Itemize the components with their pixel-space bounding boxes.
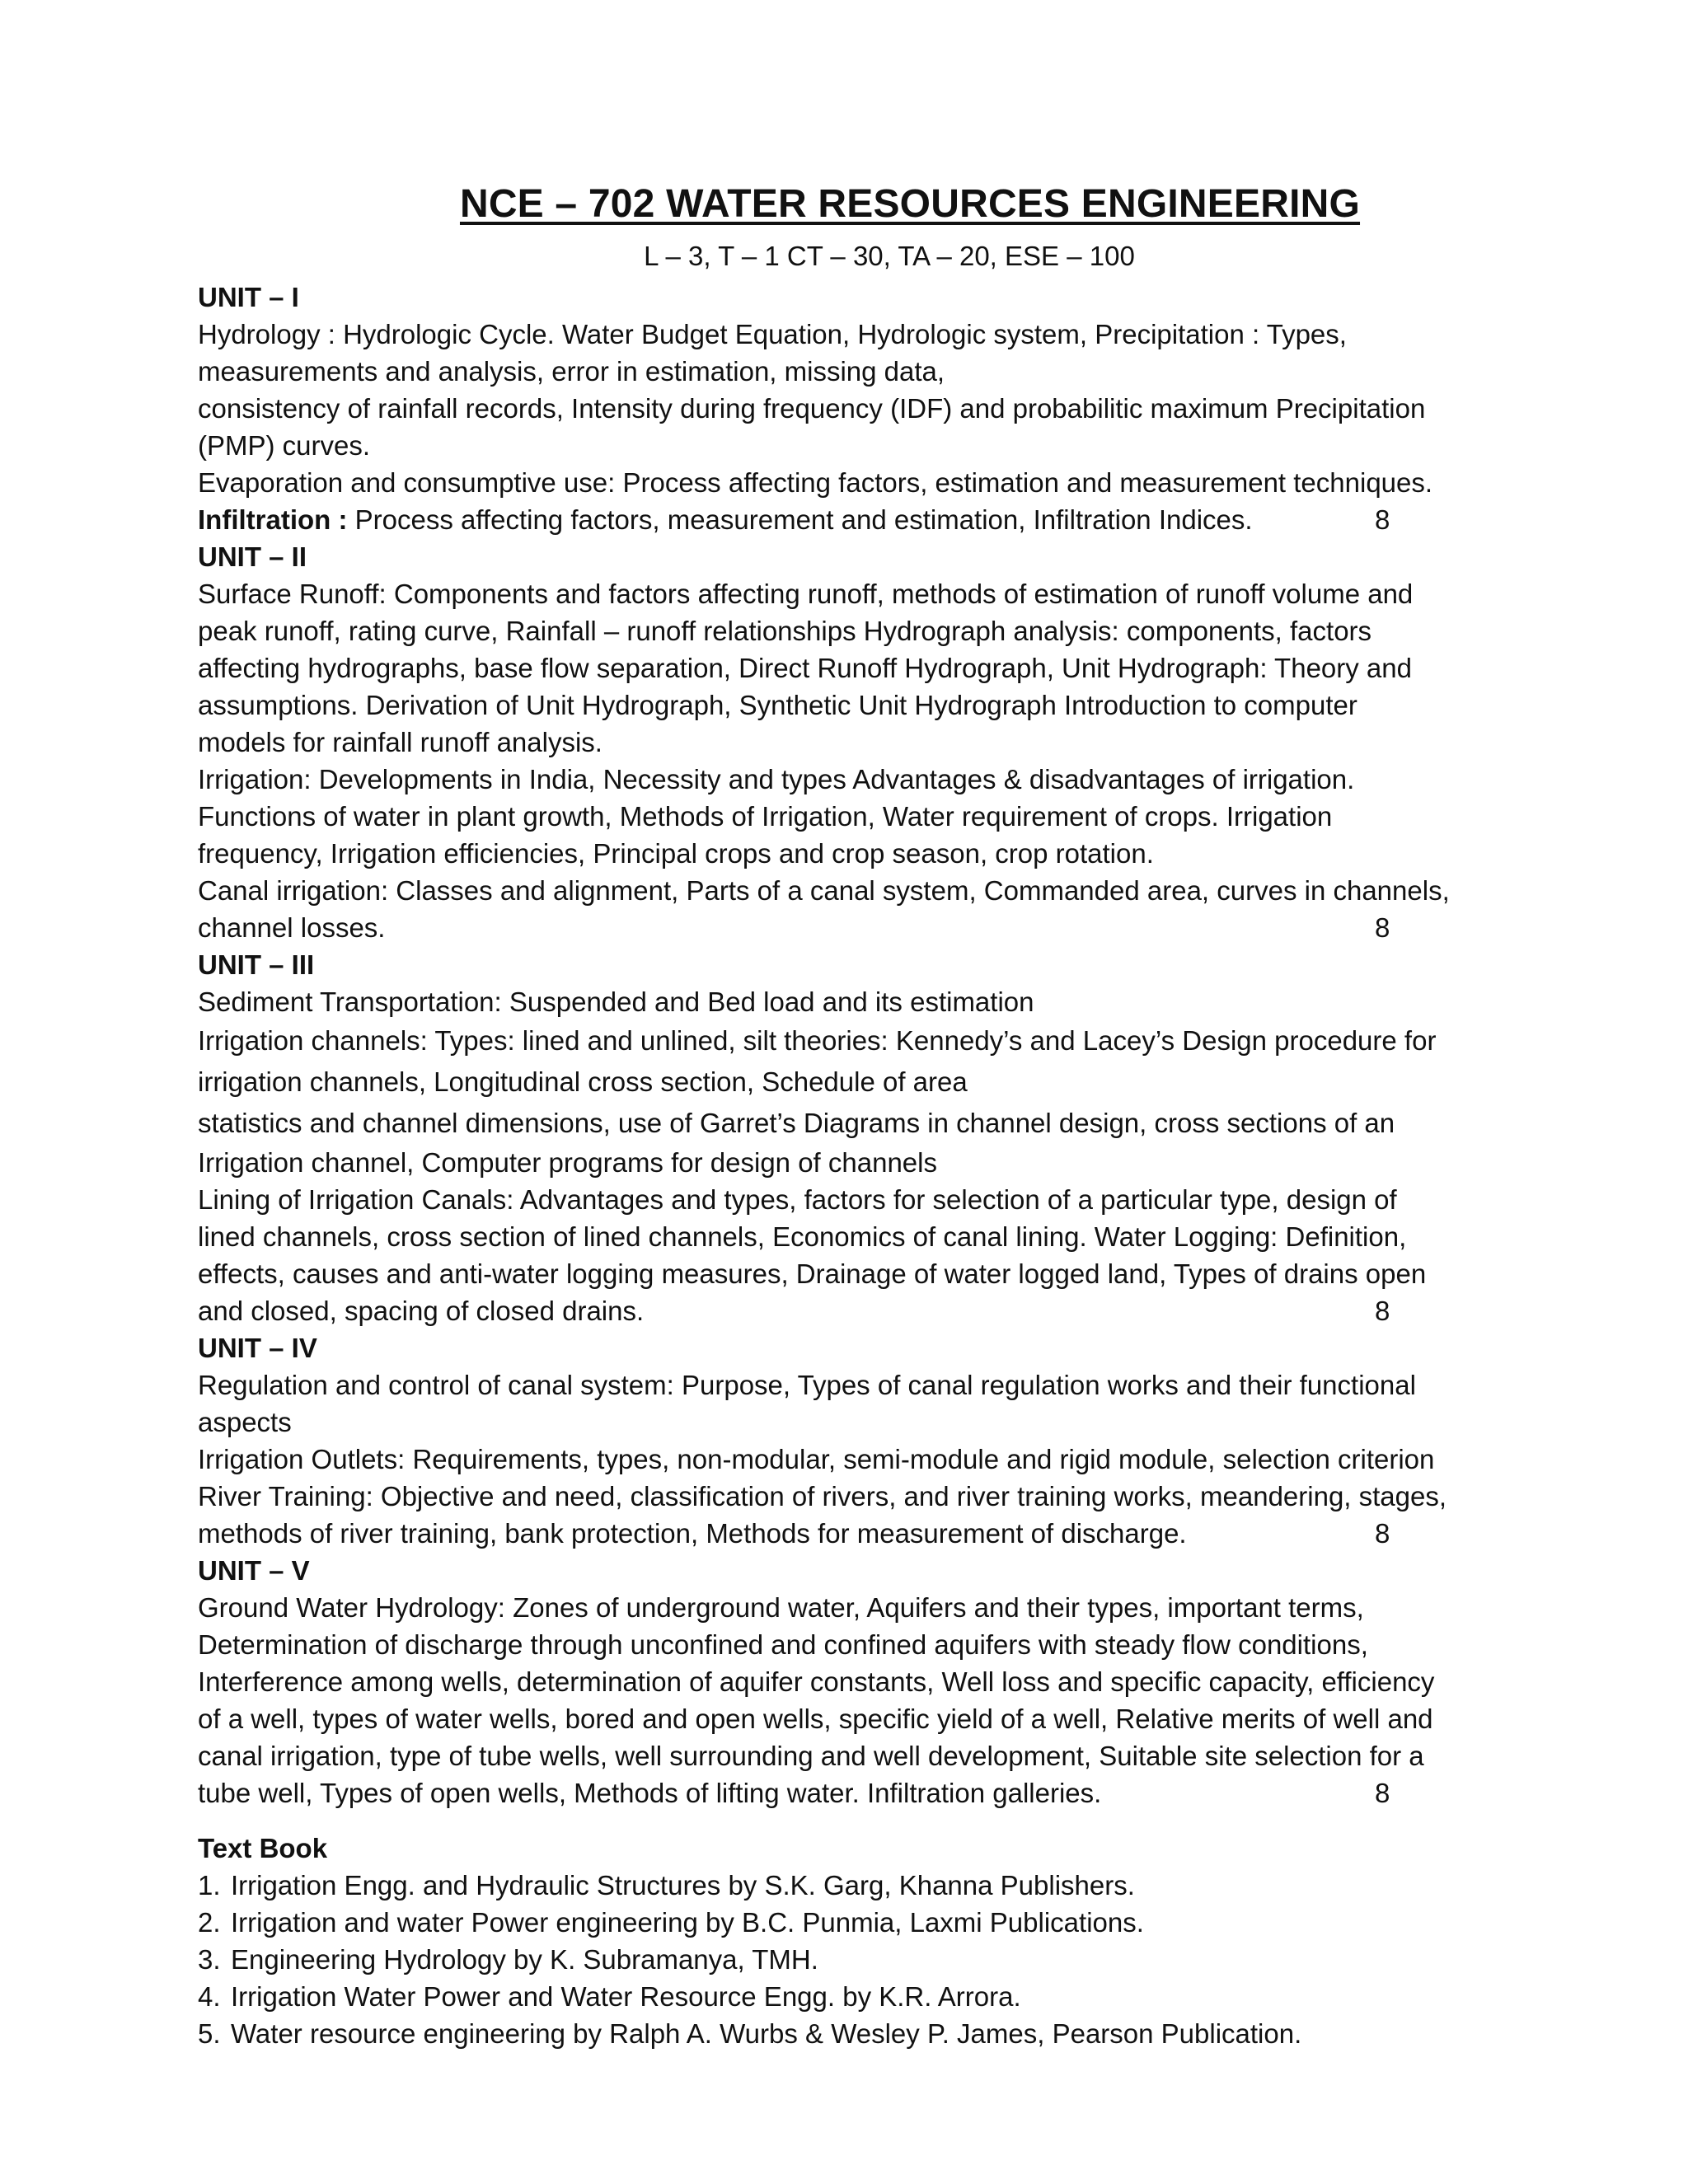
textbook-item [198,1904,1484,1941]
unit-hours: 8 [1375,504,1390,535]
unit-last-line [198,1774,1484,1811]
unit-section [198,1552,1484,1811]
unit-heading: UNIT – V [198,1555,310,1586]
unit-line: statistics and channel dimensions, use of Garret’s Diagrams in channel design, cross sections of an [198,1108,1395,1138]
unit-line: lined channels, cross section of lined channels, Economics of canal lining. Water Logging: Definition, [198,1221,1407,1252]
item-text: Irrigation Water Power and Water Resource Engg. by K.R. Arrora. [231,1981,1021,2012]
unit-line: peak runoff, rating curve, Rainfall – runoff relationships Hydrograph analysis: components, factors [198,616,1372,646]
unit-line: models for rainfall runoff analysis. [198,727,603,757]
unit-line: Ground Water Hydrology: Zones of underground water, Aquifers and their types, important terms, [198,1592,1364,1623]
unit-line: Irrigation Outlets: Requirements, types, non-modular, semi-module and rigid module, selection criterion [198,1444,1435,1474]
item-text: Irrigation and water Power engineering by B.C. Punmia, Laxmi Publications. [231,1907,1144,1938]
textbook-item [198,1941,1484,1978]
unit-hours: 8 [1375,1296,1390,1326]
item-number: 1. [198,1870,221,1900]
unit-line: irrigation channels, Longitudinal cross section, Schedule of area [198,1066,968,1097]
unit-hours: 8 [1375,912,1390,943]
unit-line: canal irrigation, type of tube wells, well surrounding and well development, Suitable site selection for a [198,1741,1424,1771]
section-spacer [198,1811,1484,1830]
unit-section [198,279,1484,538]
unit-line-text: channel losses. [198,912,386,943]
item-text: Engineering Hydrology by K. Subramanya, TMH. [231,1944,818,1975]
unit-line-text: and closed, spacing of closed drains. [198,1296,645,1326]
unit-line: Determination of discharge through unconfined and confined aquifers with steady flow conditions, [198,1629,1368,1660]
infiltration-label: Infiltration : [198,504,348,535]
unit-line: Irrigation: Developments in India, Necessity and types Advantages & disadvantages of irrigation. [198,764,1355,794]
unit-line: Hydrology : Hydrologic Cycle. Water Budget Equation, Hydrologic system, Precipitation : Types, [198,319,1347,349]
textbook-item [198,1978,1484,2015]
item-number: 5. [198,2018,221,2049]
unit-line: of a well, types of water wells, bored and open wells, specific yield of a well, Relative merits of well and [198,1704,1433,1734]
unit-line-text: methods of river training, bank protection, Methods for measurement of discharge. [198,1518,1187,1549]
unit-last-line [198,1515,1484,1552]
unit-line: Irrigation channel, Computer programs for design of channels [198,1147,937,1178]
unit-line: River Training: Objective and need, classification of rivers, and river training works, meandering, stages, [198,1481,1447,1511]
item-number: 2. [198,1907,221,1938]
unit-hours: 8 [1375,1778,1390,1808]
item-number: 4. [198,1981,221,2012]
unit-heading: UNIT – III [198,949,315,980]
item-number: 3. [198,1944,221,1975]
unit-heading: UNIT – I [198,282,299,312]
textbook-section [198,1830,1484,2052]
unit-line-text: tube well, Types of open wells, Methods of lifting water. Infiltration galleries. [198,1778,1102,1808]
page-title: NCE – 702 WATER RESOURCES ENGINEERING [459,182,1361,226]
textbook-item [198,1867,1484,1904]
unit-line: aspects [198,1407,292,1437]
unit-hours: 8 [1375,1518,1390,1549]
unit-line: assumptions. Derivation of Unit Hydrograph, Synthetic Unit Hydrograph Introduction to computer [198,690,1357,720]
unit-section [198,946,1484,1329]
unit-heading: UNIT – II [198,541,307,572]
unit-line: Lining of Irrigation Canals: Advantages and types, factors for selection of a particular type, design of [198,1184,1397,1215]
unit-line: Surface Runoff: Components and factors affecting runoff, methods of estimation of runoff volume and [198,579,1414,609]
unit-line: effects, causes and anti-water logging measures, Drainage of water logged land, Types of drains open [198,1258,1427,1289]
unit-section [198,538,1484,946]
unit-line: frequency, Irrigation efficiencies, Principal crops and crop season, crop rotation. [198,838,1154,869]
item-text: Irrigation Engg. and Hydraulic Structures by S.K. Garg, Khanna Publishers. [231,1870,1135,1900]
unit-line: Irrigation channels: Types: lined and unlined, silt theories: Kennedy’s and Lacey’s Design procedure for [198,1025,1437,1056]
unit-line: measurements and analysis, error in estimation, missing data, [198,356,945,387]
unit-line: Sediment Transportation: Suspended and Bed load and its estimation [198,987,1034,1017]
unit-line: Canal irrigation: Classes and alignment, Parts of a canal system, Commanded area, curves in channels, [198,875,1450,906]
unit-line: consistency of rainfall records, Intensity during frequency (IDF) and probabilitic maximum Precipitation [198,393,1426,424]
course-credits: L – 3, T – 1 CT – 30, TA – 20, ESE – 100 [644,241,1135,271]
unit-section [198,1329,1484,1552]
textbook-item [198,2015,1484,2052]
unit-line-text: Process affecting factors, measurement and estimation, Infiltration Indices. [347,504,1253,535]
syllabus-body [198,279,1484,2052]
unit-last-line [198,501,1484,538]
textbook-heading: Text Book [198,1833,328,1863]
unit-line: Regulation and control of canal system: Purpose, Types of canal regulation works and their functional [198,1370,1416,1400]
unit-last-line [198,1292,1484,1329]
unit-heading: UNIT – IV [198,1333,317,1363]
unit-line: Evaporation and consumptive use: Process affecting factors, estimation and measurement techniques. [198,467,1433,498]
unit-line: Functions of water in plant growth, Methods of Irrigation, Water requirement of crops. Irrigation [198,801,1333,832]
unit-line: Interference among wells, determination of aquifer constants, Well loss and specific capacity, efficiency [198,1666,1435,1697]
unit-last-line [198,909,1484,946]
unit-line: affecting hydrographs, base flow separation, Direct Runoff Hydrograph, Unit Hydrograph: Theory and [198,653,1412,683]
unit-line: (PMP) curves. [198,430,371,461]
item-text: Water resource engineering by Ralph A. Wurbs & Wesley P. James, Pearson Publication. [231,2018,1302,2049]
